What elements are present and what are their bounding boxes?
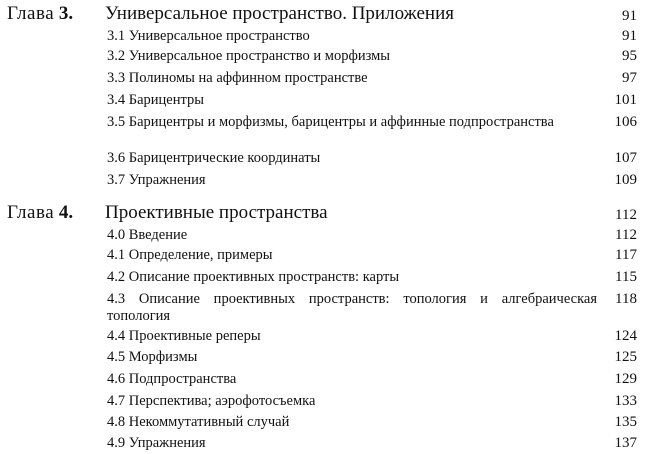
toc-entry-text: 4.8 Некоммутативный случай bbox=[107, 414, 290, 430]
toc-entry bbox=[107, 114, 637, 148]
toc-entry-page: 125 bbox=[614, 349, 637, 365]
toc-entry-page: 107 bbox=[614, 150, 637, 166]
chapter-number: 4. bbox=[58, 202, 74, 223]
toc-entry-text: 4.5 Морфизмы bbox=[107, 349, 198, 365]
toc-entry-page: 124 bbox=[614, 328, 637, 344]
chapter-number: 3. bbox=[58, 3, 74, 24]
toc-entry bbox=[107, 48, 637, 65]
toc-entry-page: 91 bbox=[622, 28, 637, 44]
toc-entry bbox=[107, 70, 637, 87]
toc-entry-page: 115 bbox=[615, 269, 637, 285]
toc-entry-text: 3.6 Барицентрические координаты bbox=[107, 150, 321, 166]
chapter-label: Глава bbox=[7, 202, 55, 223]
toc-entry-text: 4.2 Описание проективных пространств: карты bbox=[107, 269, 400, 285]
toc-entry bbox=[107, 291, 637, 325]
toc-entry-text: 3.1 Универсальное пространство bbox=[107, 28, 310, 44]
toc-entry-page: 135 bbox=[614, 414, 637, 430]
toc-entry-page: 106 bbox=[614, 114, 637, 130]
toc-entry bbox=[107, 247, 637, 264]
toc-entry bbox=[107, 150, 637, 167]
toc-entry bbox=[107, 414, 637, 431]
toc-entry-page: 101 bbox=[614, 92, 637, 108]
toc-entry-text: 4.3 Описание проективных пространств: топология и алгебраическая топология bbox=[107, 291, 597, 324]
chapter-heading bbox=[7, 4, 637, 24]
toc-entry-text: 3.5 Барицентры и морфизмы, барицентры и аффинные подпространства bbox=[107, 114, 554, 130]
toc-entry bbox=[107, 269, 637, 286]
chapter-page: 91 bbox=[622, 8, 637, 24]
toc-entry bbox=[107, 349, 637, 366]
toc-entry-text: 3.3 Полиномы на аффинном пространстве bbox=[107, 70, 368, 86]
toc-entry-text: 4.1 Определение, примеры bbox=[107, 247, 273, 263]
toc-entry-text: 3.4 Барицентры bbox=[107, 92, 204, 108]
toc-entry-page: 97 bbox=[622, 70, 637, 86]
toc-entry bbox=[107, 435, 637, 452]
toc-entry-page: 112 bbox=[615, 227, 637, 243]
toc-entry-page: 133 bbox=[614, 393, 637, 409]
toc-entry-page: 129 bbox=[614, 371, 637, 387]
toc-entry-text: 4.9 Упражнения bbox=[107, 435, 206, 451]
toc-entry bbox=[107, 328, 637, 345]
chapter-page: 112 bbox=[615, 207, 637, 223]
toc-entry-text: 4.7 Перспектива; аэрофотосъемка bbox=[107, 393, 316, 409]
toc-entry bbox=[107, 28, 637, 45]
toc-entry-page: 118 bbox=[615, 291, 637, 307]
toc-entry-page: 95 bbox=[622, 48, 637, 64]
toc-entry-text: 4.0 Введение bbox=[107, 227, 188, 243]
toc-entry-text: 4.4 Проективные реперы bbox=[107, 328, 261, 344]
toc-entry-page: 137 bbox=[614, 435, 637, 451]
toc-entry bbox=[107, 393, 637, 410]
toc-entry bbox=[107, 371, 637, 388]
toc-entry-text: 3.7 Упражнения bbox=[107, 172, 206, 188]
toc-entry-page: 117 bbox=[615, 247, 637, 263]
toc-entry bbox=[107, 227, 637, 244]
chapter-heading bbox=[7, 203, 637, 223]
toc-entry-text: 3.2 Универсальное пространство и морфизмы bbox=[107, 48, 391, 64]
toc-entry bbox=[107, 92, 637, 109]
chapter-title: Универсальное пространство. Приложения bbox=[105, 3, 454, 24]
toc-entry-page: 109 bbox=[614, 172, 637, 188]
toc-entry-text: 4.6 Подпространства bbox=[107, 371, 237, 387]
chapter-title: Проективные пространства bbox=[105, 202, 328, 223]
chapter-label: Глава bbox=[7, 3, 55, 24]
toc-entry bbox=[107, 172, 637, 189]
